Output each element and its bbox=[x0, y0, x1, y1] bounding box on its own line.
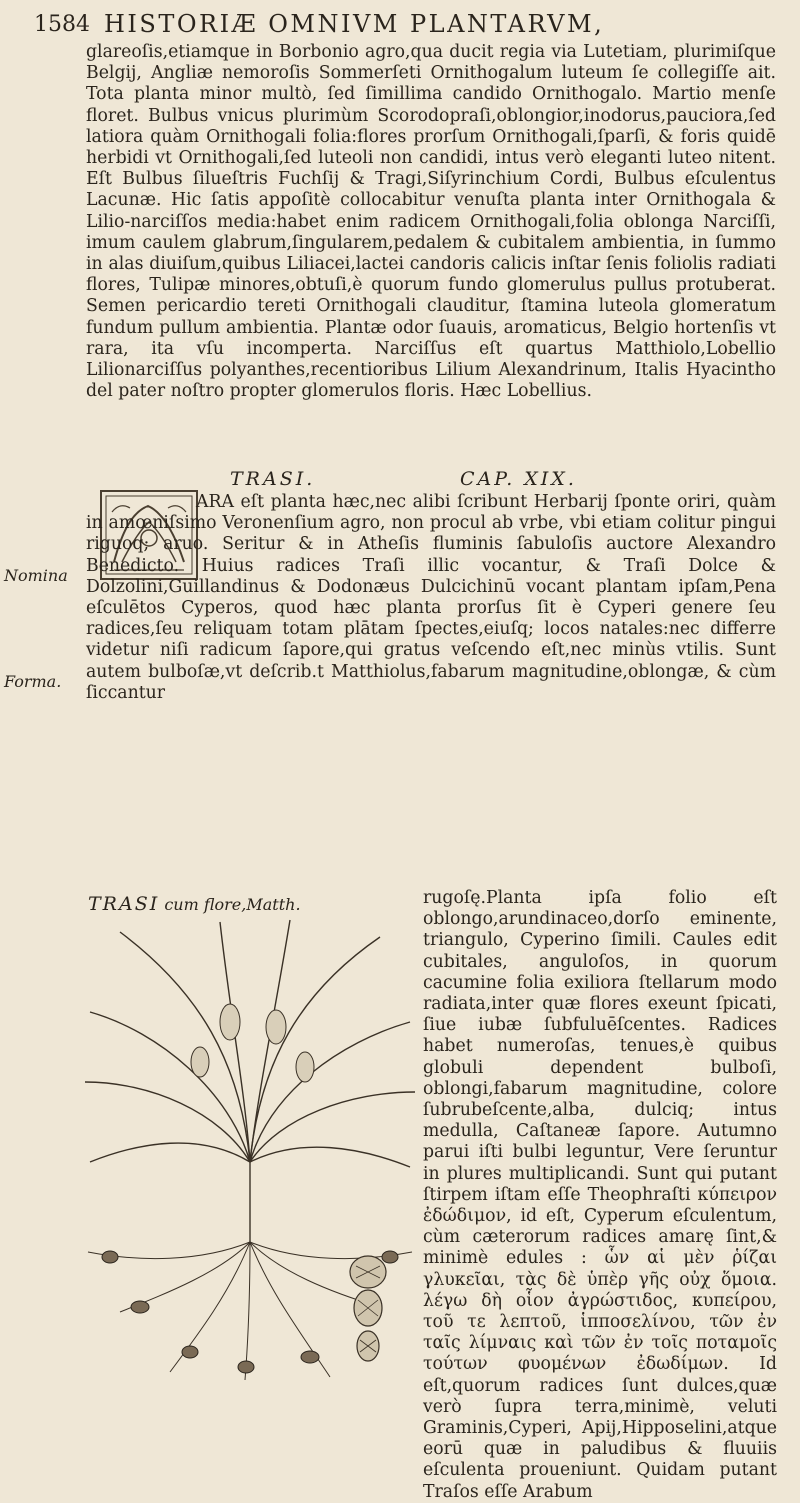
margin-note-forma: Forma. bbox=[4, 672, 62, 691]
paragraph-body: ARA eſt planta hæc,nec alibi ſcribunt Herbarij ſponte oriri, quàm in amœniſsimo Veronenſium agro, non procul ab vrbe, vbi etiam colitur pingui riguoq; aruo. Seritur & in Atheſis fluminis ſabuloſis auctore Alexandro Benedicto. Huius radices Traſi illic vocantur, & Traſi Dolce & Dolzolini,Guillandinus & Dodonæus Dulcichinū vocant plantam ipſam,Pena eſculētos Cyperos, quod hæc planta prorſus ſit è Cyperi genere ſeu radices,ſeu reliquam totam plātam ſpectes,eiuſq; locos natales:nec differre videtur niſi radicum ſapore,qui gratus veſcendo eſt,nec minùs vtilis. Sunt autem bulboſæ,vt deſcrib.t Matthiolus,fabarum magnitudine,oblongæ, & cùm ſiccantur bbox=[86, 492, 776, 703]
figure-caption-name: TRASI bbox=[88, 893, 160, 915]
chapter-title: TRASI. bbox=[230, 468, 316, 490]
running-title: HISTORIÆ OMNIVM PLANTARVM, bbox=[104, 10, 605, 38]
initial-space bbox=[86, 497, 196, 507]
paragraph-text: rugoſę.Planta ipſa folio eſt oblongo,arundinaceo,dorſo eminente, triangulo, Cyperino ſimili. Caules edit cubitales, anguloſos, in quorum cacumine folia exiliora ſtellarum modo radiata,inter quæ flores exeunt ſpicati, ſiue iubæ ſubfuluēſcentes. Radices habet numeroſas, tenues,è quibus globuli dependent bulboſi, oblongi,fabarum magnitudine, colore ſubrubeſcente,alba, dulciq; intus medulla, Caſtaneæ ſapore. Autumno parui iſti bulbi leguntur, Vere ſeruntur in plures multiplicandi. Sunt qui putant ſtirpem iſtam eſſe Theophraſti κύπειρον ἐδώδιμον, id eſt, Cyperum eſculentum, cùm cæterorum radices amarę ſint,& minimè edules : ὧν αἱ μὲν ῥίζαι γλυκεῖαι, τὰς δὲ ὑπὲρ γῆς οὐχ ὅμοια. λέγω δὴ οἷον ἀγρώστιδος, κυπείρου, τοῦ τε λεπτοῦ, ἱπποσελίνου, τῶν ἐν ταῖς λίμναις καὶ τῶν ἐν τοῖς ποταμοῖς τούτων φυομένων ἐδωδίμων. Id eſt,quorum radices ſunt dulces,quæ verò ſupra terra,minimè, veluti Graminis,Cyperi, Apij,Hipposelini,atque eorū quæ in paludibus & fluuiis eſculenta proueniunt. Quidam putant Traſos eſſe Arabum bbox=[423, 888, 777, 1502]
page-number: 1584 bbox=[34, 12, 90, 37]
page-header bbox=[34, 6, 766, 40]
text-column-right bbox=[423, 888, 777, 1503]
paragraph-text: glareoſis,etiamque in Borbonio agro,qua ducit regia via Lutetiam, plurimiſque Belgij, Angliæ nemoroſis Sommerſeti Ornithogalum luteum ſe collegiſſe ait. Tota planta minor multò, ſed ſimillima candido Ornithogalo. Martio menſe floret. Bulbus vnicus plurimùm Scorodopraſi,oblongior,inodorus,pauciora,ſed latiora quàm Ornithogali folia:flores prorſum Ornithogali,ſparſi, & foris quidē herbidi vt Ornithogali,ſed luteoli non candidi, intus verò eleganti luteo nitent. Eſt Bulbus ſilueſtris Fuchſij & Tragi,Siſyrinchium Cordi, Bulbus eſculentus Lacunæ. Hic ſatis appoſitè collocabitur venuſta planta inter Ornithogala & Lilio-narciſſos media:habet enim radicem Ornithogali,folia oblonga Narciſſi, imum caulem glabrum,ſingularem,pedalem & cubitalem ambientia, in ſummo in alas diuiſum,quibus Liliacei,lactei candoris calicis inſtar ſenis foliolis radiati flores, Tulipæ minores,obtuſi,è quorum fundo glomerulus pullus protuberat. Semen pericardio tereti Ornithogali clauditur, ſtamina luteola glomeratum fundum pullum ambientia. Plantæ odor ſuauis, aromaticus, Belgio hortenſis vt rara, ita vſu incomperta. Narciſſus eſt quartus Matthiolo,Lobellio Lilionarciſſus polyanthes,recentioribus Lilium Alexandrinum, Italis Hyacintho del pater noſtro propter glomerulos floris. Hæc Lobellius. bbox=[86, 42, 776, 402]
margin-note-nomina: Nomina bbox=[4, 566, 68, 585]
bulb-detail-icon bbox=[338, 1252, 398, 1364]
paragraph-text bbox=[86, 492, 776, 704]
chapter-heading bbox=[230, 468, 700, 490]
figure-caption-rest: cum flore,Matth. bbox=[164, 895, 301, 914]
chapter-number: CAP. XIX. bbox=[460, 468, 577, 490]
paragraph-trasi bbox=[86, 492, 776, 704]
paragraph-ornithogalum bbox=[86, 42, 776, 402]
